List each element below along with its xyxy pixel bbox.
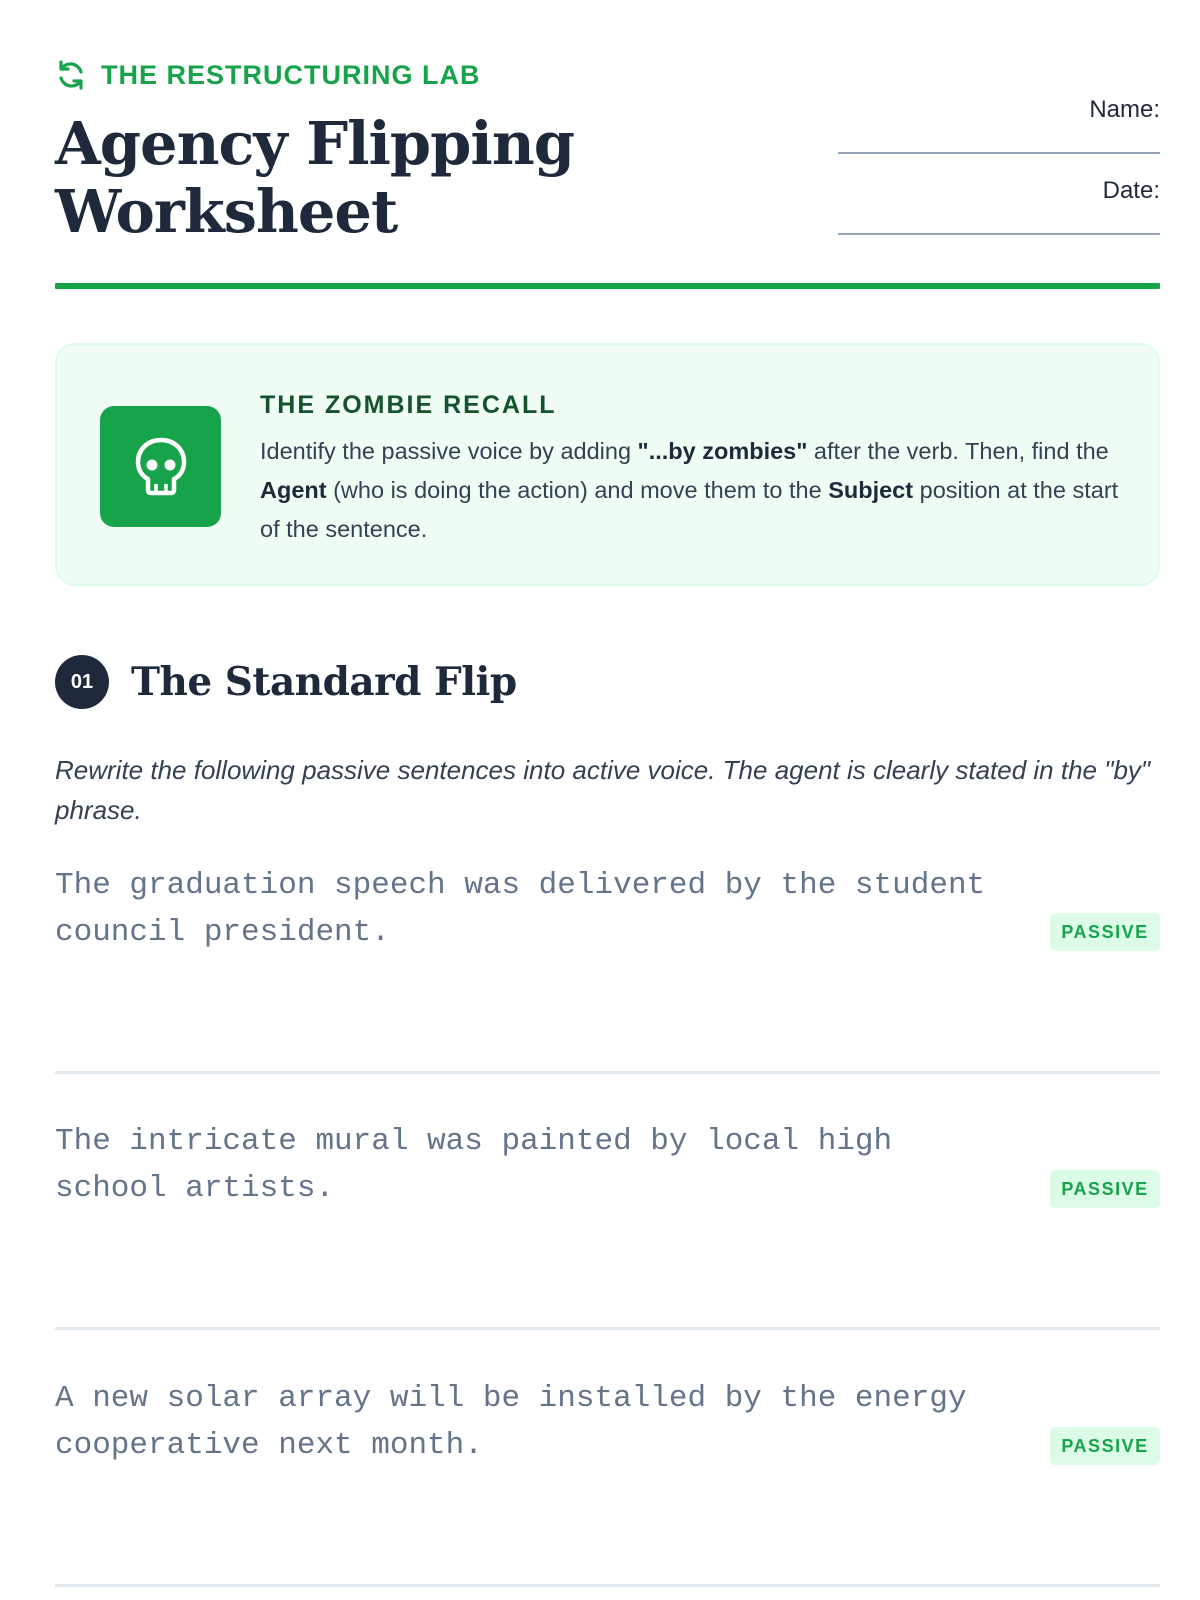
answer-line[interactable]: [55, 1584, 1160, 1587]
worksheet-page: [55, 0, 1160, 1600]
callout-keyword-subject: Subject: [828, 477, 914, 503]
refresh-icon: [55, 59, 87, 91]
section-instructions: Rewrite the following passive sentences into active voice. The agent is clearly stated in the "by" phrase.: [55, 755, 1151, 825]
date-label: Date:: [1102, 177, 1160, 204]
date-field[interactable]: [838, 173, 1160, 254]
passive-badge: PASSIVE: [1050, 1170, 1160, 1208]
name-line: [838, 152, 1160, 154]
passive-badge: PASSIVE: [1050, 913, 1160, 951]
date-line: [838, 233, 1160, 235]
callout-title: THE ZOMBIE RECALL: [260, 391, 557, 419]
answer-line[interactable]: [55, 1071, 1160, 1074]
section-header: [55, 655, 517, 709]
callout-text: [260, 432, 1120, 549]
passive-sentence: The intricate mural was painted by local high school artists.: [55, 1124, 893, 1206]
header-divider: [55, 283, 1160, 289]
brand-name: THE RESTRUCTURING LAB: [101, 59, 481, 90]
page-title-line-1: Agency Flipping: [55, 109, 574, 178]
callout-text-part: (who is doing the action) and move them to the: [326, 477, 829, 503]
section-title: The Standard Flip: [131, 659, 517, 705]
callout-text-part: after the verb. Then, find the: [807, 438, 1109, 464]
callout-body: [260, 391, 1120, 549]
section-number-badge: 01: [55, 655, 109, 709]
exercise-item: [55, 1375, 1160, 1590]
name-label: Name:: [1089, 96, 1160, 123]
student-info-fields: [838, 92, 1160, 254]
page-title-line-2: Worksheet: [55, 177, 398, 246]
callout-keyword-agent: Agent: [260, 477, 327, 503]
passive-sentence: The graduation speech was delivered by the student council president.: [55, 868, 986, 950]
skull-icon: [100, 406, 221, 527]
brand: [55, 58, 481, 92]
callout-text-part: Identify the passive voice by adding: [260, 438, 638, 464]
zombie-recall-callout: [55, 343, 1160, 586]
name-field[interactable]: [838, 92, 1160, 173]
exercise-item: [55, 1118, 1160, 1333]
passive-badge: PASSIVE: [1050, 1427, 1160, 1465]
callout-keyword-by-zombies: "...by zombies": [637, 438, 808, 464]
callout-text-part: position at the start of the sentence.: [260, 477, 1119, 542]
page-title: [55, 110, 574, 246]
answer-line[interactable]: [55, 1327, 1160, 1330]
exercise-item: [55, 862, 1160, 1077]
passive-sentence: A new solar array will be installed by the energy cooperative next month.: [55, 1381, 967, 1463]
